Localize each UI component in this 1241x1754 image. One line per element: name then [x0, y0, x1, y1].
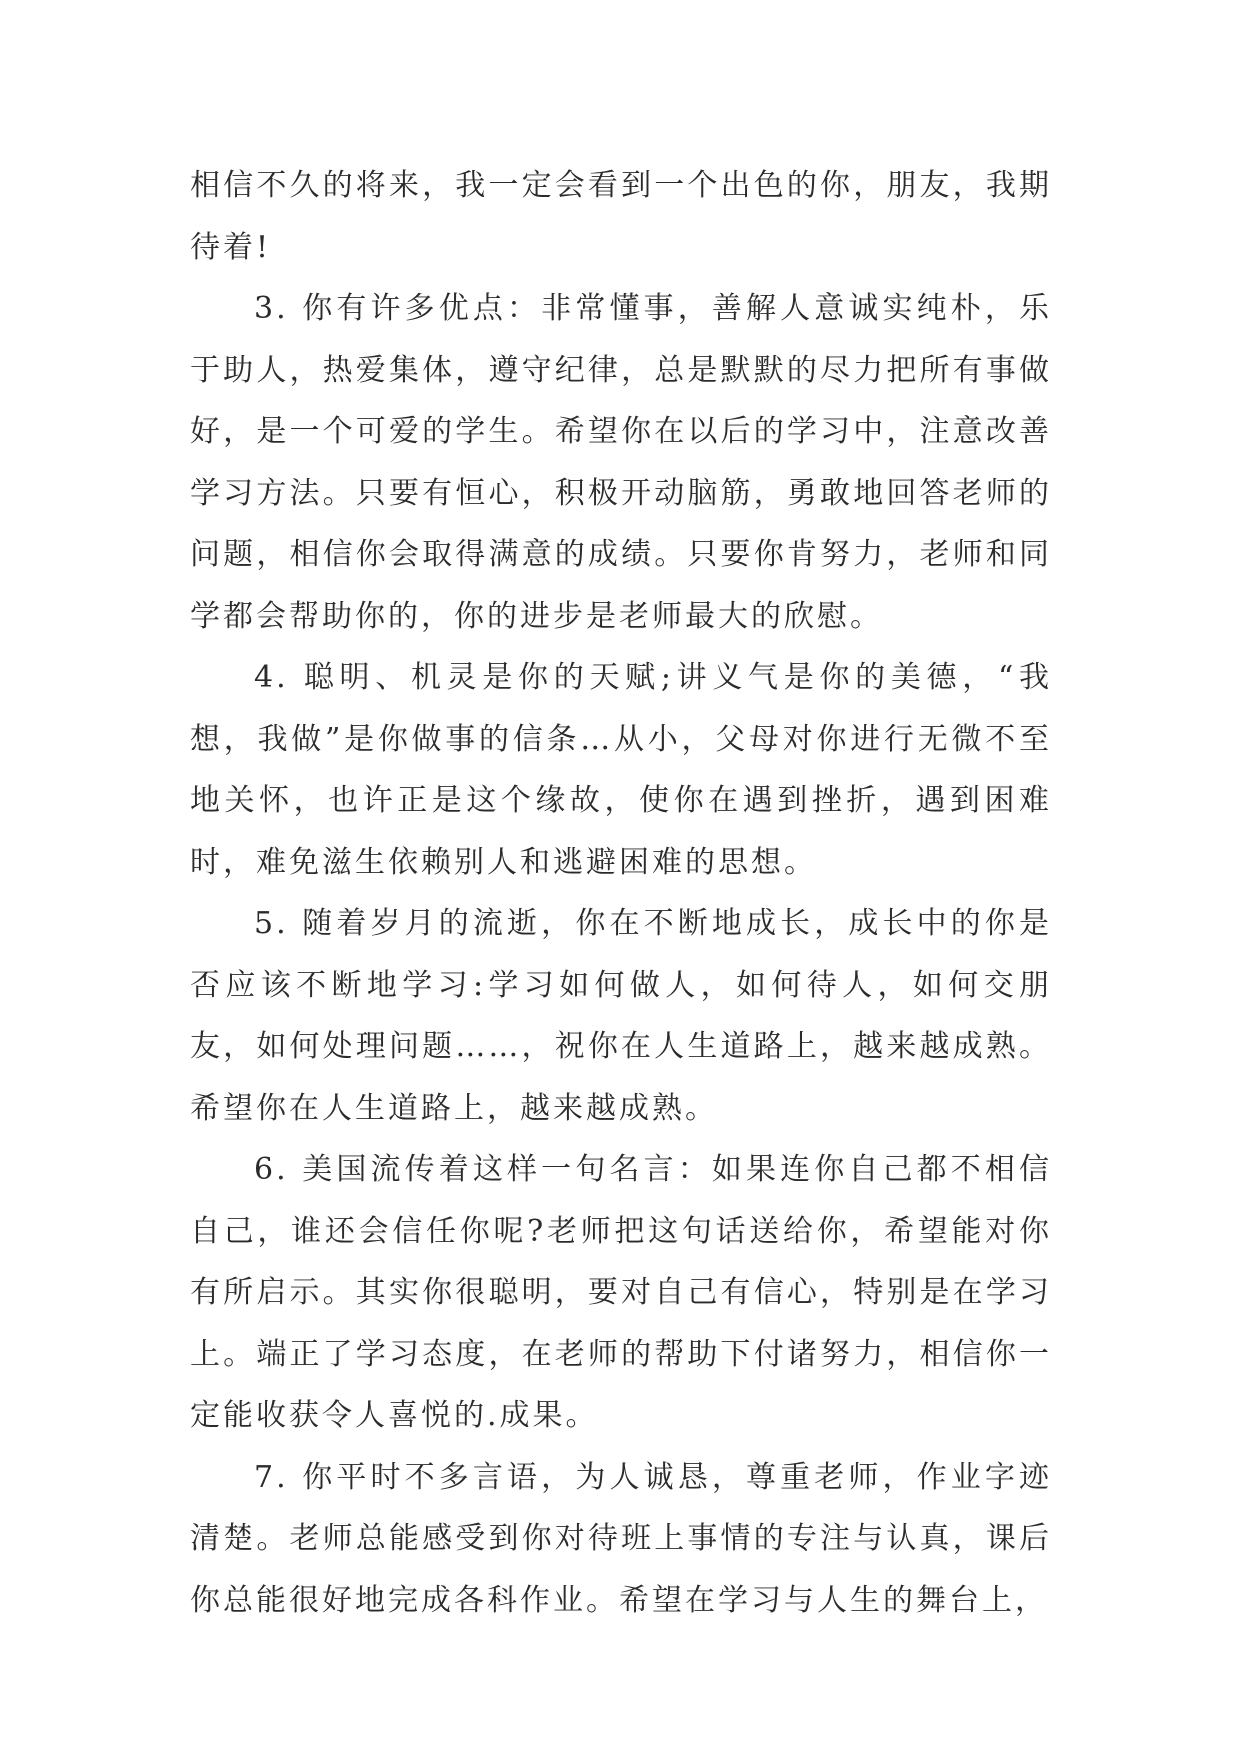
- paragraph-comment-4: 4. 聪明、机灵是你的天赋;讲义气是你的美德，“我想，我做”是你做事的信条…从小，父母对你进行无微不至地关怀，也许正是这个缘故，使你在遇到挫折，遇到困难时，难免滋生依赖别人和逃避困难的思想。: [190, 660, 1052, 880]
- paragraph-comment-7: 7. 你平时不多言语，为人诚恳，尊重老师，作业字迹清楚。老师总能感受到你对待班上事情的专注与认真，课后你总能很好地完成各科作业。希望在学习与人生的舞台上，: [190, 1459, 1052, 1618]
- document-body: [190, 155, 1052, 1631]
- paragraph-comment-6: 6. 美国流传着这样一句名言：如果连你自己都不相信自己，谁还会信任你呢?老师把这句话送给你，希望能对你有所启示。其实你很聪明，要对自己有信心，特别是在学习上。端正了学习态度，在老师的帮助下付诸努力，相信你一定能收获令人喜悦的.成果。: [190, 1152, 1052, 1433]
- paragraph-comment-3: 3. 你有许多优点：非常懂事，善解人意诚实纯朴，乐于助人，热爱集体，遵守纪律，总是默默的尽力把所有事做好，是一个可爱的学生。希望你在以后的学习中，注意改善学习方法。只要有恒心，积极开动脑筋，勇敢地回答老师的问题，相信你会取得满意的成绩。只要你肯努力，老师和同学都会帮助你的，你的进步是老师最大的欣慰。: [190, 291, 1052, 634]
- paragraph-continuation: 相信不久的将来，我一定会看到一个出色的你，朋友，我期待着!: [190, 168, 1052, 265]
- paragraph-comment-5: 5. 随着岁月的流逝，你在不断地成长，成长中的你是否应该不断地学习:学习如何做人，如何待人，如何交朋友，如何处理问题……，祝你在人生道路上，越来越成熟。希望你在人生道路上，越来越成熟。: [190, 906, 1052, 1126]
